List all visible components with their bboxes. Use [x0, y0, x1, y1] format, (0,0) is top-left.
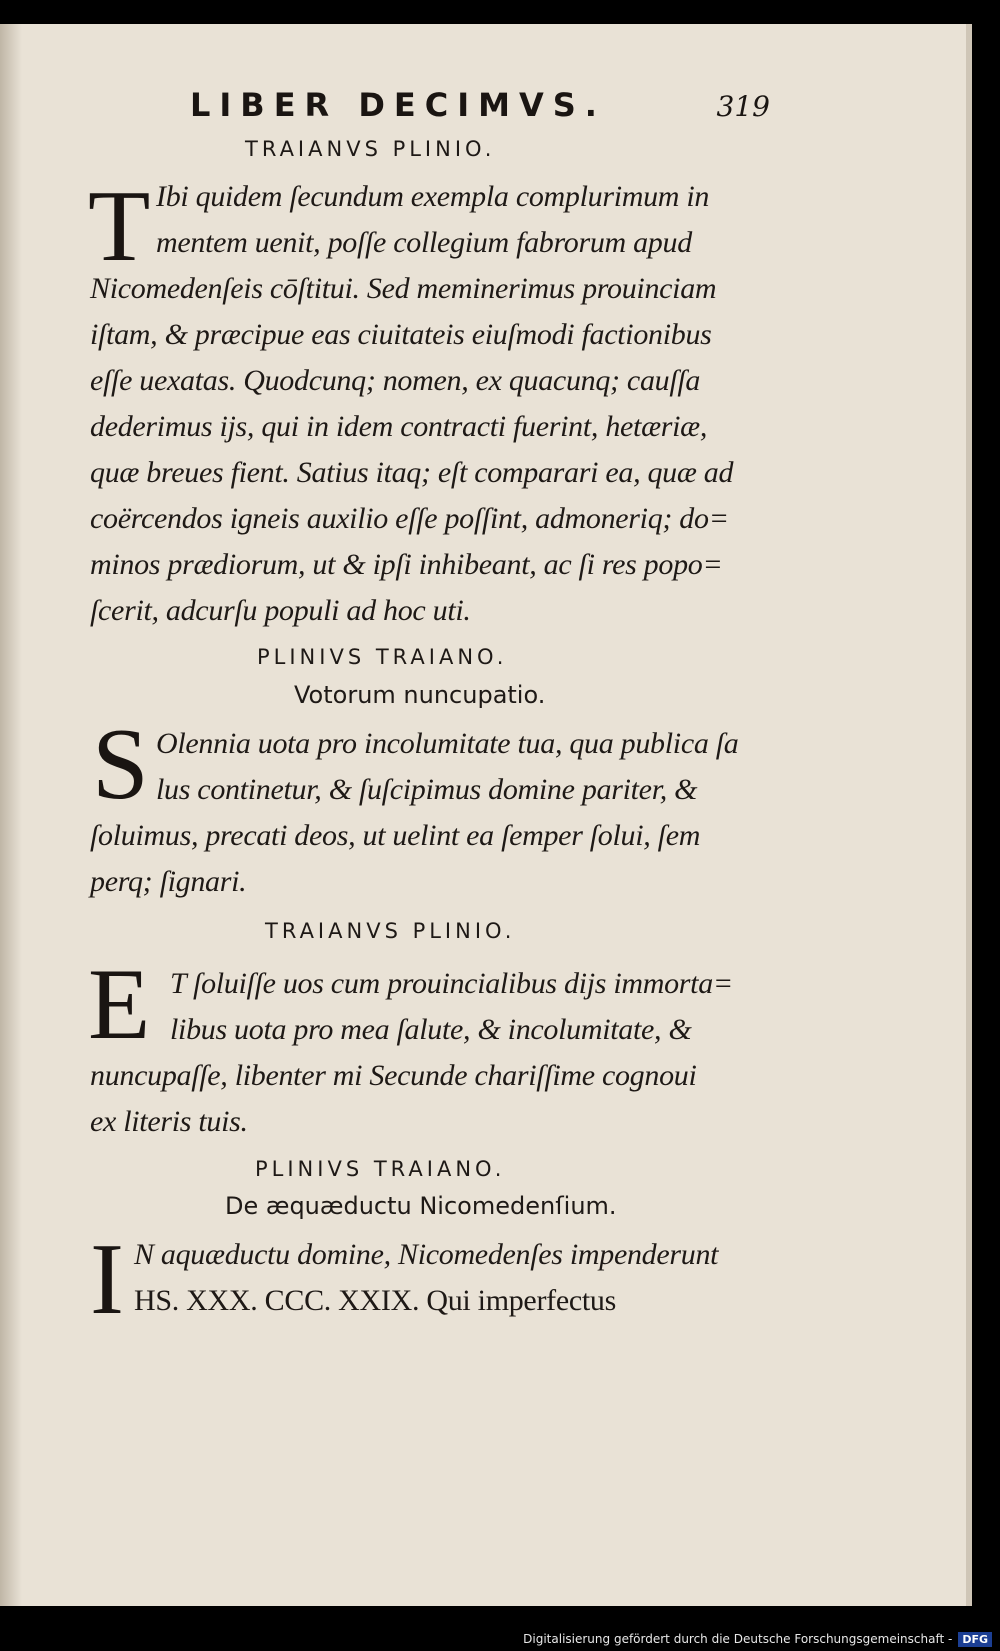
text-line: Ibi quidem ſecundum exempla complurimum in — [156, 180, 710, 213]
text-line: N aquæductu domine, Nicomedenſes impenderunt — [134, 1238, 719, 1271]
section-body — [88, 170, 780, 634]
section-heading: PLINIVS TRAIANO. — [255, 1157, 506, 1181]
text-line: perq; ſignari. — [90, 865, 247, 898]
text-line: lus continetur, & ſuſcipimus domine pariter, & — [156, 773, 698, 806]
text-line: quæ breues fient. Satius itaq; eſt comparari ea, quæ ad — [90, 456, 734, 489]
dfg-logo: DFG — [958, 1632, 992, 1647]
text-line: Nicomedenſeis cōſtitui. Sed meminerimus prouinciam — [90, 272, 717, 305]
text-line: ſcerit, adcurſu populi ad hoc uti. — [90, 594, 471, 627]
digitization-footer — [0, 1627, 1000, 1651]
drop-initial: E — [88, 948, 151, 1061]
text-line: coërcendos igneis auxilio eſſe poſſint, admoneriq; do= — [90, 502, 729, 535]
text-line: ex literis tuis. — [90, 1105, 248, 1138]
running-head — [190, 86, 770, 124]
drop-initial: S — [92, 708, 149, 821]
section-body — [90, 961, 780, 1145]
page-number: 319 — [716, 90, 770, 123]
text-line: nuncupaſſe, libenter mi Secunde chariſſime cognoui — [90, 1059, 697, 1092]
drop-initial: T — [88, 170, 151, 283]
text-line: HS. XXX. CCC. XXIX. Qui imperfectus — [134, 1284, 616, 1317]
text-line: Olennia uota pro incolumitate tua, qua publica ſa — [156, 727, 739, 760]
text-line: libus uota pro mea ſalute, & incolumitate, & — [170, 1013, 692, 1046]
section-heading: TRAIANVS PLINIO. — [245, 137, 496, 161]
funding-note: Digitalisierung gefördert durch die Deutsche Forschungsgemeinschaft - — [523, 1632, 953, 1646]
section-body — [90, 1232, 780, 1324]
text-line: mentem uenit, poſſe collegium fabrorum apud — [156, 226, 692, 259]
book-page — [0, 24, 972, 1606]
running-head-title: LIBER DECIMVS. — [190, 86, 606, 124]
section-body — [90, 721, 780, 905]
drop-initial: I — [90, 1223, 124, 1336]
section-heading: PLINIVS TRAIANO. — [257, 645, 508, 669]
text-line: T ſoluiſſe uos cum prouincialibus dijs immorta= — [170, 967, 733, 1000]
text-line: dederimus ijs, qui in idem contracti fuerint, hetæriæ, — [90, 410, 708, 443]
section-subheading: De æquæductu Nicomedenſium. — [225, 1192, 617, 1220]
section-subheading: Votorum nuncupatio. — [294, 681, 546, 709]
text-line: minos prædiorum, ut & ipſi inhibeant, ac ſi res popo= — [90, 548, 723, 581]
section-heading: TRAIANVS PLINIO. — [265, 919, 516, 943]
text-line: iſtam, & præcipue eas ciuitateis eiuſmodi factionibus — [90, 318, 712, 351]
text-line: ſoluimus, precati deos, ut uelint ea ſemper ſolui, ſem — [90, 819, 701, 852]
text-line: eſſe uexatas. Quodcunq; nomen, ex quacunq; cauſſa — [90, 364, 701, 397]
